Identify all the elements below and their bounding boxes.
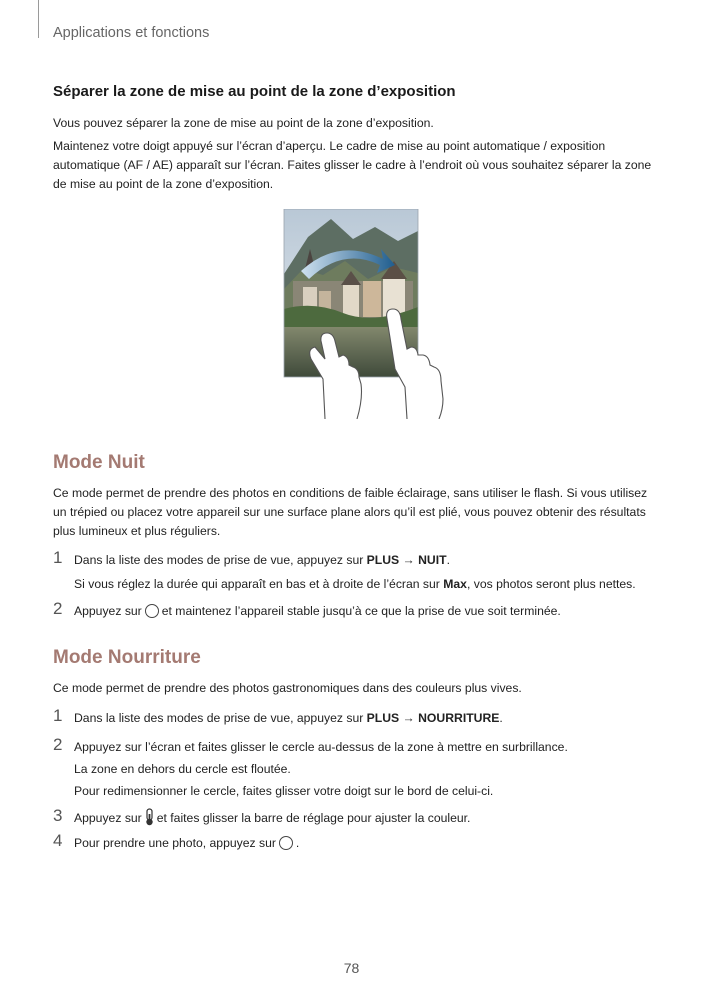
separate-instructions: Maintenez votre doigt appuyé sur l’écran d’aperçu. Le cadre de mise au point automatique / exposition automatique (AF / AE) apparaît sur l’écran. Faites glisser le cadre à l’endroit où vous souhaitez séparer la zone de mise au point de la zone d’exposition. xyxy=(53,139,652,191)
shutter-button-icon xyxy=(279,836,293,850)
shutter-button-icon xyxy=(145,604,159,618)
step-number: 2 xyxy=(53,735,63,754)
night-step-1-note: Si vous réglez la durée qui apparaît en bas et à droite de l’écran sur Max, vos photos seront plus nettes. xyxy=(74,577,636,591)
step-number: 2 xyxy=(53,599,63,618)
food-step-2-line-3: Pour redimensionner le cercle, faites glisser votre doigt sur le bord de celui-ci. xyxy=(74,784,494,798)
section-title-food-mode: Mode Nourriture xyxy=(53,647,201,668)
menu-path: PLUS → NUIT xyxy=(366,553,447,567)
running-header: Applications et fonctions xyxy=(53,25,210,41)
page-number: 78 xyxy=(343,960,360,976)
night-step-2: Appuyez sur et maintenez l’appareil stable jusqu’à ce que la prise de vue soit terminée. xyxy=(74,604,561,618)
food-mode-intro: Ce mode permet de prendre des photos gastronomiques dans des couleurs plus vives. xyxy=(53,681,522,695)
food-step-2-line-2: La zone en dehors du cercle est floutée. xyxy=(74,762,291,776)
two-finger-drag-photo-illustration xyxy=(283,209,469,419)
night-step-1: Dans la liste des modes de prise de vue, appuyez sur PLUS → NUIT. xyxy=(74,553,450,567)
step-number: 3 xyxy=(53,806,63,825)
step-number: 1 xyxy=(53,548,63,567)
menu-path: PLUS → NOURRITURE xyxy=(366,711,500,725)
max-option: Max xyxy=(443,577,467,591)
night-mode-intro: Ce mode permet de prendre des photos en conditions de faible éclairage, sans utiliser le flash. Si vous utilisez un trépied ou placez votre appareil sur une surface plane alors qu’il est plié, vous pouvez obtenir des résultats plus lumineux et plus réguliers. xyxy=(53,486,648,538)
color-temperature-icon xyxy=(144,808,155,826)
food-step-2: Appuyez sur l’écran et faites glisser le cercle au-dessus de la zone à mettre en surbrillance. xyxy=(74,740,568,754)
food-step-3: Appuyez sur et faites glisser la barre de réglage pour ajuster la couleur. xyxy=(74,808,470,828)
step-number: 1 xyxy=(53,706,63,725)
step-number: 4 xyxy=(53,831,63,850)
page-rule xyxy=(38,0,39,38)
section-title-separate-focus: Séparer la zone de mise au point de la zone d’exposition xyxy=(53,83,456,100)
section-title-night-mode: Mode Nuit xyxy=(53,452,145,473)
food-step-1: Dans la liste des modes de prise de vue, appuyez sur PLUS → NOURRITURE. xyxy=(74,711,503,725)
separate-intro: Vous pouvez séparer la zone de mise au point de la zone d’exposition. xyxy=(53,116,434,130)
food-step-4: Pour prendre une photo, appuyez sur . xyxy=(74,836,300,850)
